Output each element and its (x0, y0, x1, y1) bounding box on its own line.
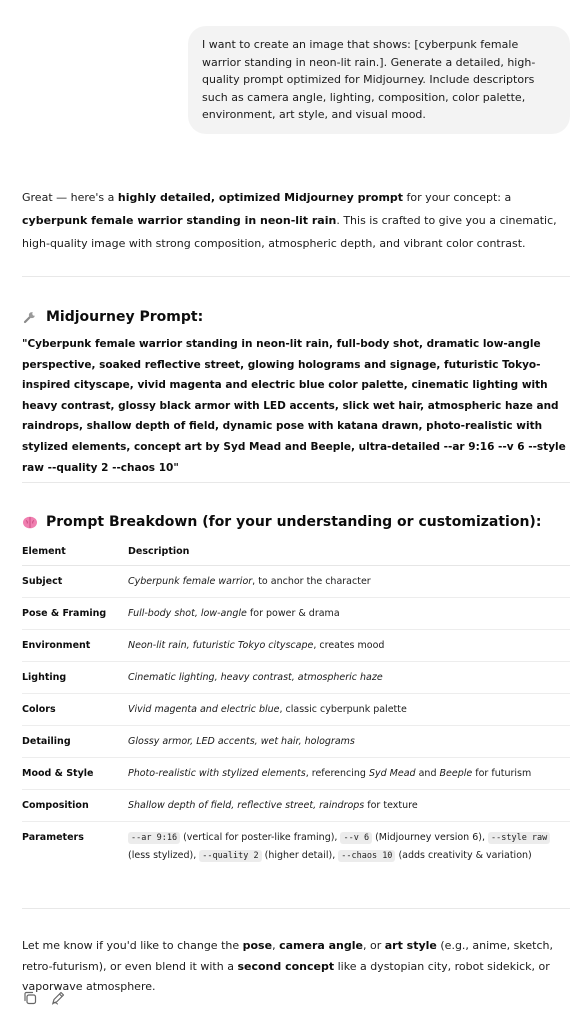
outro-bold: pose (242, 939, 273, 952)
desc-text: , classic cyberpunk palette (279, 703, 407, 715)
outro-bold: art style (384, 939, 437, 952)
element-cell: Parameters (22, 831, 84, 843)
table-row (22, 789, 570, 821)
param-code: --v 6 (340, 832, 372, 844)
element-cell: Mood & Style (22, 757, 128, 789)
element-cell: Pose & Framing (22, 597, 128, 629)
desc-text: (adds creativity & variation) (395, 849, 532, 861)
wrench-icon (22, 309, 38, 325)
element-cell: Detailing (22, 725, 128, 757)
intro-text: Great — here's a (22, 191, 118, 204)
table-row (22, 821, 570, 867)
desc-text: , referencing (305, 767, 369, 779)
prompt-heading-text: Midjourney Prompt: (46, 309, 204, 325)
description-cell (128, 661, 570, 693)
table-row (22, 661, 570, 693)
desc-text: and (415, 767, 440, 779)
description-cell (128, 757, 570, 789)
description-cell (128, 565, 570, 597)
breakdown-heading-text: Prompt Breakdown (for your understanding or customization): (46, 514, 542, 530)
outro-text: (e.g., anime, sketch, retro-futurism), or even blend it with a (22, 939, 553, 973)
desc-italic: Cyberpunk female warrior (128, 575, 253, 587)
element-cell: Lighting (22, 661, 128, 693)
desc-text: (Midjourney version 6), (372, 831, 488, 843)
outro-text: , or (362, 939, 385, 952)
element-cell: Colors (22, 693, 128, 725)
divider (22, 908, 570, 909)
table-row (22, 757, 570, 789)
element-cell: Subject (22, 565, 128, 597)
desc-text: (less stylized), (128, 849, 200, 861)
breakdown-heading (22, 514, 541, 530)
user-message-bubble (188, 26, 570, 134)
desc-italic: Neon-lit rain, futuristic Tokyo cityscape (128, 639, 314, 651)
intro-text: for your concept: a (403, 191, 512, 204)
outro-text: Let me know if you'd like to change the (22, 939, 243, 952)
description-cell (128, 725, 570, 757)
table-row (22, 597, 570, 629)
param-code: --chaos 10 (338, 850, 395, 862)
desc-italic: Shallow depth of field, reflective street, raindrops (128, 799, 365, 811)
copy-icon[interactable] (22, 990, 38, 1006)
edit-icon[interactable] (50, 990, 66, 1006)
desc-italic: Vivid magenta and electric blue (128, 703, 280, 715)
desc-text: for futurism (472, 767, 532, 779)
breakdown-table (22, 539, 570, 867)
description-cell (128, 629, 570, 661)
description-cell (128, 821, 570, 867)
desc-italic: Glossy armor, LED accents, wet hair, holograms (128, 735, 355, 747)
desc-italic: Syd Mead (368, 767, 416, 779)
desc-italic: Photo-realistic with stylized elements (128, 767, 306, 779)
intro-bold: cyberpunk female warrior standing in neon-lit rain (22, 214, 337, 227)
element-cell: Composition (22, 789, 128, 821)
assistant-intro (22, 186, 570, 255)
desc-italic: Cinematic lighting, heavy contrast, atmospheric haze (128, 671, 383, 683)
outro-text: , (272, 939, 280, 952)
desc-text: for power & drama (246, 607, 340, 619)
message-actions (22, 990, 66, 1006)
desc-text: for texture (364, 799, 418, 811)
user-message-text: I want to create an image that shows: [cyberpunk female warrior standing in neon-lit rain.]. Generate a detailed, high-quality prompt optimized for Midjourney. Include descriptors such as camera angle, lighting, composition, color palette, environment, art style, and visual mood. (202, 38, 536, 121)
desc-text: , to anchor the character (252, 575, 371, 587)
column-header-description: Description (128, 539, 570, 565)
desc-italic: Beeple (439, 767, 473, 779)
table-row (22, 565, 570, 597)
table-row (22, 629, 570, 661)
param-code: --quality 2 (199, 850, 261, 862)
desc-text: , creates mood (313, 639, 385, 651)
table-header-row (22, 539, 570, 565)
element-cell: Environment (22, 629, 128, 661)
intro-text: . This is crafted to give you a cinematic, high-quality image with strong composition, atmospheric depth, and vibrant color contrast. (22, 214, 557, 250)
midjourney-prompt-text: "Cyberpunk female warrior standing in neon-lit rain, full-body shot, dramatic low-angle perspective, soaked reflective street, glowing holograms and signage, futuristic Tokyo-inspired cityscape, vivid magenta and electric blue color palette, cinematic lighting with heavy contrast, glossy black armor with LED accents, slick wet hair, atmospheric haze and raindrops, shallow depth of field, dynamic pose with katana drawn, photo-realistic with stylized elements, concept art by Syd Mead and Beeple, ultra-detailed --ar 9:16 --v 6 --style raw --quality 2 --chaos 10" (22, 338, 566, 474)
desc-italic: Full-body shot, low-angle (128, 607, 247, 619)
table-row (22, 725, 570, 757)
intro-bold: highly detailed, optimized Midjourney prompt (117, 191, 404, 204)
description-cell (128, 597, 570, 629)
param-code: --ar 9:16 (128, 832, 180, 844)
desc-text: (vertical for poster-like framing), (180, 831, 341, 843)
prompt-heading (22, 309, 203, 325)
desc-text: (higher detail), (261, 849, 339, 861)
outro-bold: camera angle (279, 939, 363, 952)
description-cell (128, 693, 570, 725)
param-code: --style raw (488, 832, 550, 844)
brain-icon (22, 514, 38, 530)
outro-text: like a dystopian city, robot sidekick, or vaporwave atmosphere. (22, 959, 550, 993)
description-cell (128, 789, 570, 821)
divider (22, 482, 570, 483)
assistant-outro (22, 936, 570, 998)
outro-bold: second concept (237, 959, 335, 973)
table-row (22, 693, 570, 725)
divider (22, 276, 570, 277)
column-header-element: Element (22, 539, 128, 565)
